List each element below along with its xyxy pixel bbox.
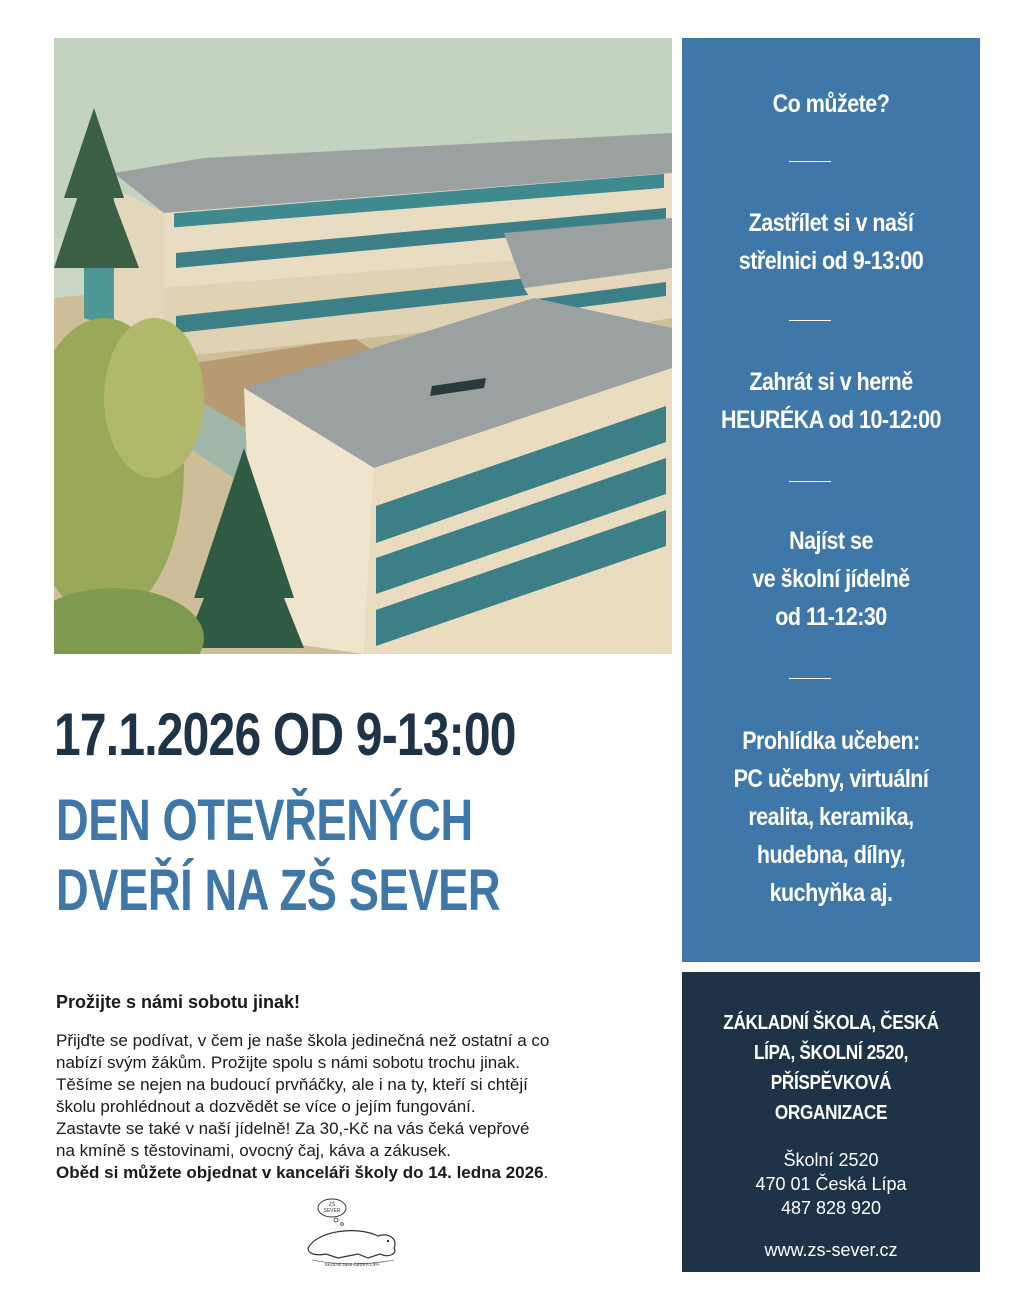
sidebar-item-game-room: Zahrát si v herně HEURÉKA od 10-12:00 xyxy=(721,368,941,434)
lunch-order-note: Oběd si můžete objednat v kanceláři školy do 14. ledna 2026. xyxy=(56,1163,549,1182)
sidebar-item-shooting: Zastřílet si v naší střelnici od 9-13:00 xyxy=(738,209,924,275)
divider xyxy=(789,320,831,321)
subtitle: Prožijte s námi sobotu jinak! xyxy=(56,992,301,1012)
sidebar-item-classrooms: Prohlídka učeben: PC učebny, virtuální realita, keramika, hudebna, dílny, kuchyňka aj. xyxy=(733,727,929,907)
svg-text:SEVER: SEVER xyxy=(323,1208,341,1214)
sidebar-item-canteen: Najíst se ve školní jídelně od 11-12:30 xyxy=(752,527,910,631)
divider xyxy=(789,481,831,482)
divider xyxy=(789,161,831,162)
website-link[interactable]: www.zs-sever.cz xyxy=(764,1240,898,1260)
school-contact-box xyxy=(682,972,980,1272)
svg-text:ZŠ: ZŠ xyxy=(328,1202,336,1208)
divider xyxy=(789,678,831,679)
school-name: ZÁKLADNÍ ŠKOLA, ČESKÁ LÍPA, ŠKOLNÍ 2520, PŘÍSPĚVKOVÁ ORGANIZACE xyxy=(723,1012,939,1124)
school-address: Školní 2520 470 01 Česká Lípa 487 828 920 xyxy=(755,1150,907,1218)
school-building-illustration xyxy=(54,38,672,654)
school-bear-logo xyxy=(298,1196,406,1270)
activities-sidebar xyxy=(682,38,980,962)
event-title: DEN OTEVŘENÝCH DVEŘÍ NA ZŠ SEVER xyxy=(56,788,501,923)
event-date-heading: 17.1.2026 OD 9-13:00 xyxy=(54,701,516,768)
svg-text:ŠKOLNÍ 2520 ČESKÁ LÍPA: ŠKOLNÍ 2520 ČESKÁ LÍPA xyxy=(324,1262,380,1267)
sidebar-heading: Co můžete? xyxy=(772,90,890,118)
invitation-text: Přijďte se podívat, v čem je naše škola jedinečná než ostatní a co nabízí svým žákům. Prožijte spolu s námi sobotu trochu jinak. Těšíme se nejen na budoucí prvňáčky, ale i na ty, kteří si chtějí školu prohlédnout a dozvědět se více o jejím fungování. Zastavte se také v naší jídelně! Za 30,-Kč na vás čeká vepřové na kmíně s těstovinami, ovocný čaj, káva a zákusek. Oběd si můžete objednat v kanceláři školy do 14. ledna 2026. xyxy=(56,1030,668,1184)
